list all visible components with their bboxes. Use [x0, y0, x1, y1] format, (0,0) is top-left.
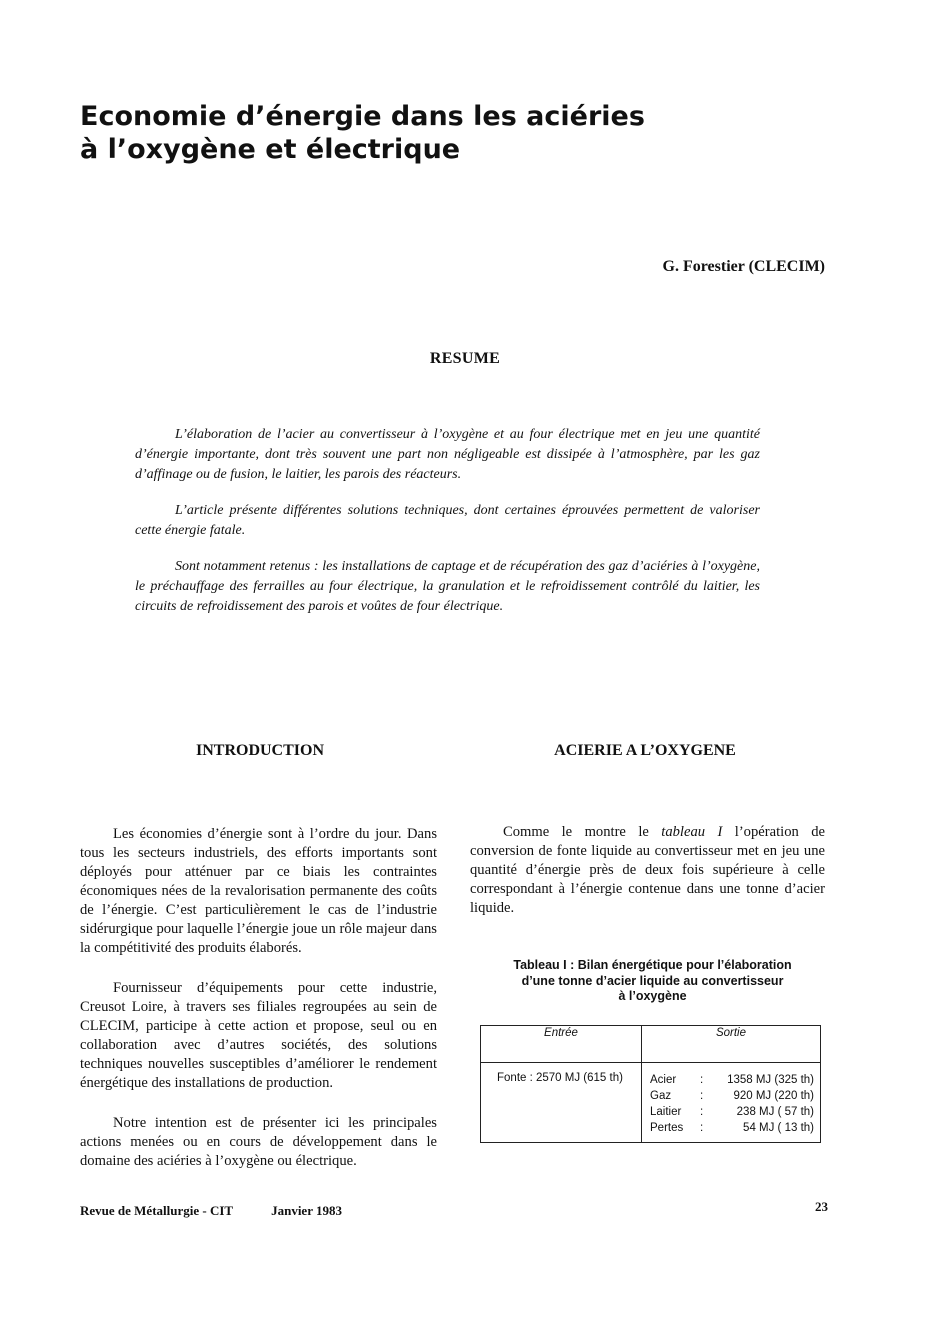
sortie-label: Acier: [650, 1074, 677, 1086]
sortie-label: Pertes: [650, 1122, 684, 1134]
title-line-1: Economie d’énergie dans les aciéries: [80, 101, 645, 132]
acierie-heading: ACIERIE A L’OXYGENE: [554, 742, 736, 759]
journal-name: Revue de Métallurgie - CIT: [80, 1203, 234, 1218]
table-header-row: [481, 1026, 821, 1063]
sortie-separator: :: [700, 1074, 704, 1086]
resume-heading: RESUME: [429, 350, 501, 367]
table-caption: [480, 958, 825, 1005]
table-caption-line-1: Tableau I : Bilan énergétique pour l’élaboration: [513, 958, 792, 972]
acierie-body: [470, 823, 825, 939]
acierie-paragraph: [470, 823, 825, 918]
energy-balance-table: [480, 1025, 821, 1143]
sortie-separator: :: [700, 1122, 704, 1134]
article-title: [80, 100, 780, 166]
intro-paragraph-2: Fournisseur d’équipements pour cette industrie, Creusot Loire, à travers ses filiales regroupées au sein de CLECIM, participe à cette action et propose, seul ou en collaboration avec d’autres sociétés, des solutions techniques nouvelles susceptibles d’améliorer le rendement énergétique des installations de production.: [80, 980, 437, 1091]
sortie-separator: :: [700, 1090, 704, 1102]
table-caption-line-2: d’une tonne d’acier liquide au convertisseur: [521, 973, 784, 988]
sortie-label: Laitier: [650, 1106, 682, 1118]
abstract-paragraph-2: L’article présente différentes solutions techniques, dont certaines éprouvées permettent de valoriser cette énergie fatale.: [135, 503, 760, 538]
sortie-label: Gaz: [650, 1090, 672, 1102]
sortie-value: 54 MJ ( 13 th): [743, 1122, 814, 1134]
entree-cell: Fonte : 2570 MJ (615 th): [481, 1063, 642, 1143]
column-header-sortie: Sortie: [642, 1026, 821, 1063]
sortie-row-pertes: [650, 1120, 814, 1136]
abstract: [135, 425, 760, 633]
table-row: [481, 1063, 821, 1143]
table-caption-line-3: à l’oxygène: [618, 989, 687, 1003]
sortie-row-acier: [650, 1072, 814, 1088]
intro-paragraph-3: Notre intention est de présenter ici les principales actions menées ou en cours de développement dans le domaine des aciéries à l’oxygène ou électrique.: [80, 1115, 437, 1169]
page-number: 23: [815, 1199, 828, 1214]
issue-date: Janvier 1983: [271, 1203, 342, 1218]
introduction-body: [80, 825, 437, 1192]
sortie-value: 238 MJ ( 57 th): [736, 1106, 814, 1118]
introduction-heading: INTRODUCTION: [195, 742, 324, 759]
abstract-paragraph-3: Sont notamment retenus : les installations de captage et de récupération des gaz d’aciéries à l’oxygène, le préchauffage des ferrailles au four électrique, la granulation et le refroidissement contrôlé du laitier, les circuits de refroidissement des parois et voûtes de four électrique.: [135, 559, 760, 614]
column-header-entree: Entrée: [481, 1026, 642, 1063]
author: G. Forestier (CLECIM): [662, 258, 825, 275]
acierie-text-after: l’opération de conversion de fonte liquide au convertisseur met en jeu une quantité d’énergie près de deux fois supérieure à celle correspondant à l’énergie contenue dans une tonne d’acier liquide.: [470, 824, 825, 916]
sortie-row-laitier: [650, 1104, 814, 1120]
abstract-paragraph-1: L’élaboration de l’acier au convertisseur à l’oxygène et au four électrique met en jeu une quantité d’énergie importante, dont très souvent une part non négligeable est dissipée à l’atmosphère, par les gaz d’affinage ou de fusion, le laitier, les parois des réacteurs.: [135, 427, 760, 482]
sortie-separator: :: [700, 1106, 704, 1118]
intro-paragraph-1: Les économies d’énergie sont à l’ordre du jour. Dans tous les secteurs industriels, des efforts importants sont déployés pour atténuer par ce biais les contraintes économiques nées de la revalorisation permanente des coûts de l’énergie. C’est particulièrement le cas de l’industrie sidérurgique pour laquelle l’énergie joue un rôle majeur dans la compétitivité des produits élaborés.: [80, 826, 437, 956]
footer-journal-line: [80, 1203, 342, 1219]
acierie-text-before: Comme le montre le: [503, 824, 662, 840]
table-reference: tableau I: [661, 824, 723, 840]
sortie-row-gaz: [650, 1088, 814, 1104]
sortie-value: 1358 MJ (325 th): [727, 1074, 814, 1086]
sortie-value: 920 MJ (220 th): [733, 1090, 814, 1102]
title-line-2: à l’oxygène et électrique: [80, 134, 461, 165]
sortie-cell: [642, 1063, 821, 1143]
